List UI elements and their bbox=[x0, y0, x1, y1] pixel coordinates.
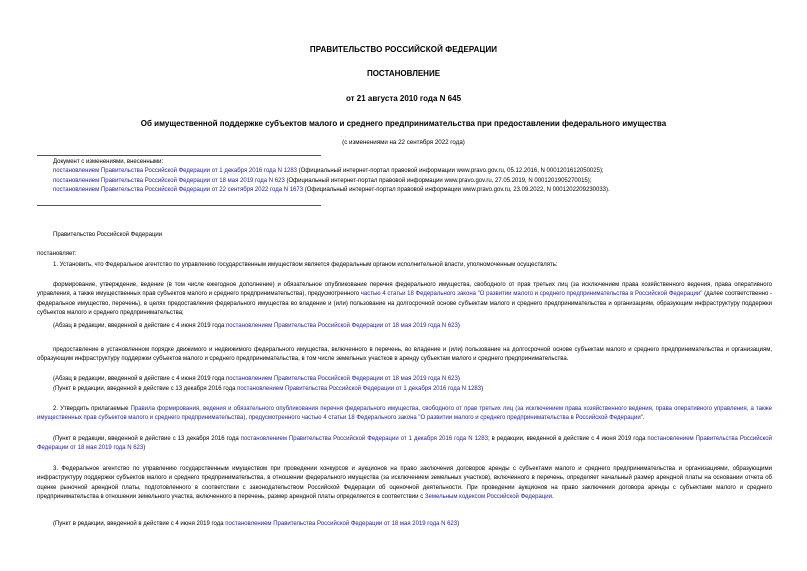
decree-link[interactable]: постановлением Правительства Российской Федерации от 1 декабря 2016 года N 1283 bbox=[240, 436, 488, 442]
paragraph-1: 1. Установить, что Федеральное агентство по управлению государственным имуществом является федеральным органом исполнительной власти, уполномоченным осуществлять: bbox=[53, 262, 558, 268]
rules-link[interactable]: Правила формирования, ведения и обязательного опубликования перечня федерального имущества, свободного от прав третьих лиц (за исключением права хозяйственного ведения, права оперативного управления, а также имущественных прав субъектов малого и среднего предпринимательства), предусмотренного частью 4 статьи 18 Федерального закона "О развитии малого и среднего предпринимательства в Российской Федерации" bbox=[37, 406, 772, 422]
amendment-link[interactable]: постановлением Правительства Российской Федерации от 22 сентября 2022 года N 1673 bbox=[53, 187, 304, 193]
paragraph-5: 3. Федеральное агентство по управлению государственным имуществом при проведении конкурсов и аукционов на право заключения договоров аренды с субъектами малого и среднего предпринимательства и организациями, образующими инфраструктуру поддержки субъектов малого и среднего предпринимательства, в отношении федерального имущества (за исключением земельных участков), включенного в перечень, определяет начальный размер арендной платы на основании отчета об оценке рыночной арендной платы, подготовленного в соответствии с законодательством Российской Федерации об оценочной деятельности. При проведении аукционов на право заключения договора аренды с субъектами малого и среднего предпринимательства в отношении земельного участка, включенного в перечень, размер арендной платы определяется в соответствии с Земельным кодексом Российской Федерации. bbox=[37, 466, 772, 500]
decree-link[interactable]: постановлением Правительства Российской Федерации от 1 декабря 2016 года N 1283 bbox=[237, 386, 482, 392]
edit-note: (Пункт в редакции, введенной в действие с 13 декабря 2016 года постановлением Правительства Российской Федерации от 1 декабря 2016 года N 1283) bbox=[53, 386, 484, 392]
doc-type-heading: ПОСТАНОВЛЕНИЕ bbox=[366, 69, 441, 78]
paragraph-2: формирование, утверждение, ведение (в том числе ежегодное дополнение) и обязательное опубликование перечня федерального имущества, свободного от прав третьих лиц (за исключением права хозяйственного ведения, права оперативного управления, а также имущественных прав субъектов малого и среднего предпринимательства), предусмотренного частью 4 статьи 18 Федерального закона "О развитии малого и среднего предпринимательства в Российской Федерации" (далее соответственно - федеральное имущество, перечень), в целях предоставления федерального имущества во владение и (или) пользование на долгосрочной основе субъектам малого и среднего предпринимательства и организациям, образующим инфраструктуру поддержки субъектов малого и среднего предпринимательства; bbox=[37, 282, 772, 316]
amendment-link[interactable]: постановлением Правительства Российской Федерации от 1 декабря 2016 года N 1283 bbox=[53, 168, 297, 174]
date-number-heading: от 21 августа 2010 года N 645 bbox=[345, 94, 462, 103]
law-link[interactable]: частью 4 статьи 18 Федерального закона "О развитии малого и среднего предпринимательства в Российской Федерации" bbox=[360, 291, 703, 298]
decides-line: постановляет: bbox=[37, 251, 77, 257]
amendment-source: (Официальный интернет-портал правовой информации www.pravo.gov.ru, 27.05.2019, N 0001201905270015); bbox=[284, 178, 592, 184]
amendment-source: (Официальный интернет-портал правовой информации www.pravo.gov.ru, 23.09.2022, N 0001202209230033). bbox=[303, 187, 610, 193]
edit-note: (Абзац в редакции, введенной в действие с 4 июня 2019 года постановлением Правительства Российской Федерации от 18 мая 2019 года N 623) bbox=[53, 323, 460, 329]
government-heading: ПРАВИТЕЛЬСТВО РОССИЙСКОЙ ФЕДЕРАЦИИ bbox=[309, 45, 498, 54]
land-code-link[interactable]: Земельным кодексом Российской Федерации bbox=[424, 493, 552, 500]
edit-note: (Абзац в редакции, введенной в действие с 4 июня 2019 года постановлением Правительства Российской Федерации от 18 мая 2019 года N 623) bbox=[53, 376, 460, 382]
government-line: Правительство Российской Федерации bbox=[53, 232, 163, 238]
decree-link[interactable]: постановлением Правительства Российской Федерации от 18 мая 2019 года N 623 bbox=[37, 436, 772, 452]
edit-note: (Пункт в редакции, введенной в действие с 4 июня 2019 года постановлением Правительства Российской Федерации от 18 мая 2019 года N 623) bbox=[53, 521, 460, 527]
amendments-intro: Документ с изменениями, внесенными: bbox=[53, 159, 164, 165]
decree-link[interactable]: постановлением Правительства Российской Федерации от 18 мая 2019 года N 623 bbox=[226, 376, 458, 382]
edit-note: (Пункт в редакции, введенной в действие с 13 декабря 2016 года постановлением Правительства Российской Федерации от 1 декабря 2016 года N 1283; в редакции, введенной в действие с 4 июня 2019 года постановлением Правительства Российской Федерации от 18 мая 2019 года N 623) bbox=[37, 436, 772, 452]
amendment-item bbox=[53, 177, 591, 186]
amendment-item bbox=[53, 167, 604, 176]
decree-link[interactable]: постановлением Правительства Российской Федерации от 18 мая 2019 года N 623 bbox=[225, 521, 458, 527]
amendment-link[interactable]: постановлением Правительства Российской Федерации от 18 мая 2019 года N 623 bbox=[53, 178, 285, 184]
amendments-bottom-divider bbox=[37, 205, 321, 206]
revision-note: (с изменениями на 22 сентября 2022 года) bbox=[342, 139, 465, 146]
paragraph-4: 2. Утвердить прилагаемые Правила формирования, ведения и обязательного опубликования перечня федерального имущества, свободного от прав третьих лиц (за исключением права хозяйственного ведения, права оперативного управления, а также имущественных прав субъектов малого и среднего предпринимательства), предусмотренного частью 4 статьи 18 Федерального закона "О развитии малого и среднего предпринимательства в Российской Федерации". bbox=[37, 406, 772, 422]
decree-link[interactable]: постановлением Правительства Российской Федерации от 18 мая 2019 года N 623 bbox=[226, 323, 458, 329]
amendment-item bbox=[53, 186, 610, 195]
paragraph-3: предоставление в установленном порядке движимого и недвижимого федерального имущества, включенного в перечень, во владение и (или) пользование на долгосрочной основе субъектам малого и среднего предпринимательства и организациям, образующим инфраструктуру поддержки субъектов малого и среднего предпринимательства, в том числе земельных участков в аренду субъектам малого и среднего предпринимательства. bbox=[37, 347, 772, 363]
amendments-top-divider bbox=[37, 155, 321, 156]
document-title: Об имущественной поддержке субъектов малого и среднего предпринимательства при предоставлении федерального имущества bbox=[140, 119, 667, 128]
amendment-source: (Официальный интернет-портал правовой информации www.pravo.gov.ru, 05.12.2016, N 0001201612050025); bbox=[297, 168, 604, 174]
